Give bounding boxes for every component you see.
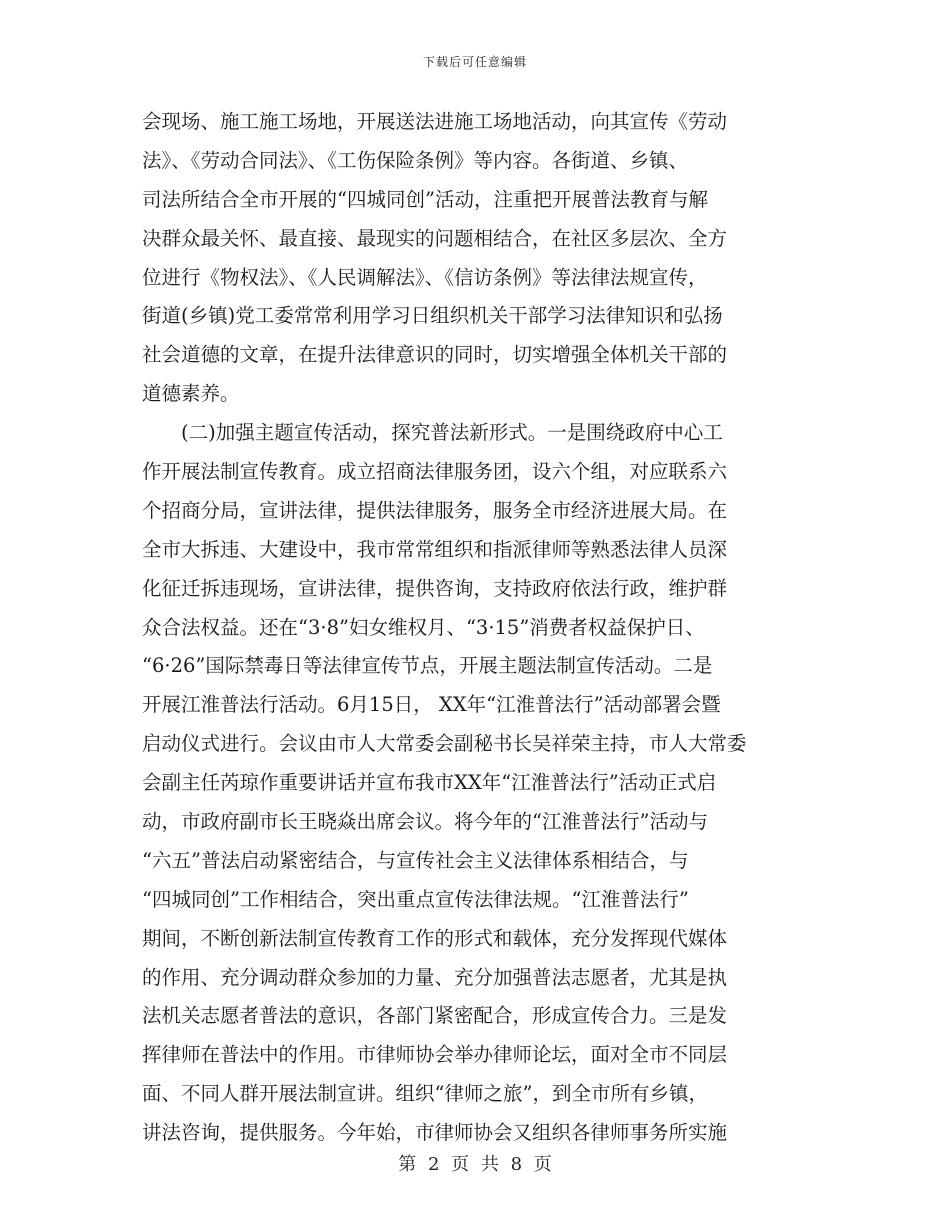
text-line: 动，市政府副市长王晓焱出席会议。将今年的“江淮普法行”活动与 xyxy=(142,810,708,834)
text-line: 的作用、充分调动群众参加的力量、充分加强普法志愿者，尤其是执 xyxy=(142,965,728,989)
text-line: 众合法权益。还在“3·8”妇女维权月、“3·15”消费者权益保护日、 xyxy=(142,615,705,639)
text-line: 社会道德的文章，在提升法律意识的同时，切实增强全体机关干部的 xyxy=(142,343,728,367)
text-line: 面、不同人群开展法制宣讲。组织“律师之旅”，到全市所有乡镇， xyxy=(142,1082,708,1106)
text-line: 法机关志愿者普法的意识，各部门紧密配合，形成宣传合力。三是发 xyxy=(142,1004,728,1028)
text-line: 决群众最关怀、最直接、最现实的问题相结合，在社区多层次、全方 xyxy=(142,226,728,250)
text-line: 个招商分局，宣讲法律，提供法律服务，服务全市经济进展大局。在 xyxy=(142,498,728,522)
text-line: 期间，不断创新法制宣传教育工作的形式和载体，充分发挥现代媒体 xyxy=(142,926,728,950)
text-line: (二)加强主题宣传活动，探究普法新形式。一是围绕政府中心工 xyxy=(142,421,723,445)
text-line: 挥律师在普法中的作用。市律师协会举办律师论坛，面对全市不同层 xyxy=(142,1043,728,1067)
text-line: 道德素养。 xyxy=(142,382,240,406)
text-line: 街道(乡镇)党工委常常利用学习日组织机关干部学习法律知识和弘扬 xyxy=(142,304,723,328)
text-line: “6·26”国际禁毒日等法律宣传节点，开展主题法制宣传活动。二是 xyxy=(142,654,713,678)
text-line: 开展江淮普法行活动。6月15日， XX年“江淮普法行”活动部署会暨 xyxy=(142,693,721,717)
text-line: 法》、《劳动合同法》、《工伤保险条例》等内容。各街道、乡镇、 xyxy=(142,148,689,172)
text-line: 司法所结合全市开展的“四城同创”活动，注重把开展普法教育与解 xyxy=(142,187,708,211)
document-body xyxy=(142,103,802,1153)
text-line: “六五”普法启动紧密结合，与宣传社会主义法律体系相结合，与 xyxy=(142,848,689,872)
text-line: 位进行《物权法》、《人民调解法》、《信访条例》等法律法规宣传， xyxy=(142,265,708,289)
page-header: 下载后可任意编辑 xyxy=(422,55,527,69)
text-line: 会副主任芮琼作重要讲话并宣布我市XX年“江淮普法行”活动正式启 xyxy=(142,771,717,795)
text-line: 作开展法制宣传教育。成立招商法律服务团，设六个组，对应联系六 xyxy=(142,460,728,484)
text-line: “四城同创”工作相结合，突出重点宣传法律法规。“江淮普法行” xyxy=(142,887,689,911)
text-line: 化征迁拆违现场，宣讲法律，提供咨询，支持政府依法行政，维护群 xyxy=(142,576,728,600)
text-line: 启动仪式进行。会议由市人大常委会副秘书长吴祥荣主持，市人大常委 xyxy=(142,732,747,756)
page-number-footer: 第 2 页 共 8 页 xyxy=(398,1154,552,1175)
text-line: 全市大拆违、大建设中，我市常常组织和指派律师等熟悉法律人员深 xyxy=(142,537,728,561)
text-line: 会现场、施工施工场地，开展送法进施工场地活动，向其宣传《劳动 xyxy=(142,110,728,133)
text-line: 讲法咨询，提供服务。今年始，市律师协会又组织各律师事务所实施 xyxy=(142,1121,728,1145)
